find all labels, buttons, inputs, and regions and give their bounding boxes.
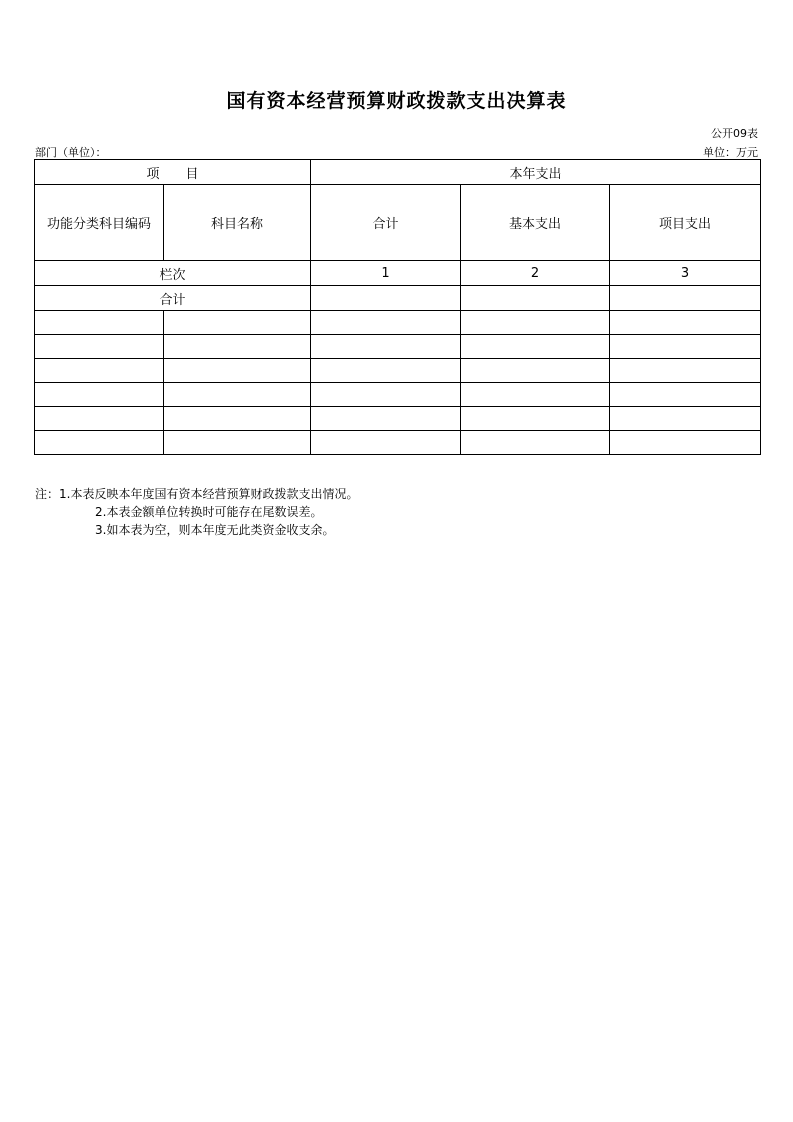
note-line-1 — [35, 485, 358, 503]
header-project-cell: 项目支出 — [610, 185, 761, 261]
index-2-cell: 2 — [461, 261, 610, 286]
row-code-cell — [35, 311, 164, 335]
row-basic-cell — [461, 311, 610, 335]
table-row — [35, 335, 761, 359]
table-row — [35, 359, 761, 383]
header-row-2 — [35, 185, 761, 261]
total-total-cell — [311, 286, 461, 311]
row-code-cell — [35, 407, 164, 431]
note-1: 1.本表反映本年度国有资本经营预算财政拨款支出情况。 — [59, 487, 359, 501]
header-code-cell: 功能分类科目编码 — [35, 185, 164, 261]
index-row — [35, 261, 761, 286]
row-basic-cell — [461, 383, 610, 407]
form-number: 公开09表 — [711, 127, 758, 140]
unit-label: 单位：万元 — [703, 146, 758, 159]
row-basic-cell — [461, 407, 610, 431]
row-project-cell — [610, 359, 761, 383]
row-name-cell — [164, 335, 311, 359]
total-row — [35, 286, 761, 311]
table-row — [35, 383, 761, 407]
table-row — [35, 407, 761, 431]
index-1-cell: 1 — [311, 261, 461, 286]
header-current-year-cell: 本年支出 — [311, 160, 761, 185]
row-name-cell — [164, 359, 311, 383]
row-code-cell — [35, 431, 164, 455]
header-item-cell: 项 目 — [35, 160, 311, 185]
row-name-cell — [164, 407, 311, 431]
note-3: 3.如本表为空，则本年度无此类资金收支余。 — [95, 523, 335, 537]
notes-block — [35, 485, 358, 539]
index-3-cell: 3 — [610, 261, 761, 286]
note-line-3 — [35, 521, 358, 539]
row-project-cell — [610, 311, 761, 335]
row-project-cell — [610, 407, 761, 431]
row-total-cell — [311, 335, 461, 359]
row-name-cell — [164, 431, 311, 455]
header-row-1 — [35, 160, 761, 185]
table-row — [35, 311, 761, 335]
row-total-cell — [311, 311, 461, 335]
row-code-cell — [35, 383, 164, 407]
row-total-cell — [311, 383, 461, 407]
note-line-2 — [35, 503, 358, 521]
row-code-cell — [35, 335, 164, 359]
row-name-cell — [164, 383, 311, 407]
expenditure-table — [34, 159, 761, 455]
row-basic-cell — [461, 431, 610, 455]
index-label-cell: 栏次 — [35, 261, 311, 286]
row-total-cell — [311, 359, 461, 383]
row-code-cell — [35, 359, 164, 383]
header-total-cell: 合计 — [311, 185, 461, 261]
total-label-cell: 合计 — [35, 286, 311, 311]
note-2: 2.本表金额单位转换时可能存在尾数误差。 — [95, 505, 323, 519]
department-label: 部门（单位）： — [35, 146, 107, 159]
row-total-cell — [311, 431, 461, 455]
header-name-cell: 科目名称 — [164, 185, 311, 261]
notes-prefix: 注： — [35, 487, 60, 501]
row-project-cell — [610, 431, 761, 455]
row-basic-cell — [461, 335, 610, 359]
table-row — [35, 431, 761, 455]
row-name-cell — [164, 311, 311, 335]
total-project-cell — [610, 286, 761, 311]
row-project-cell — [610, 335, 761, 359]
row-basic-cell — [461, 359, 610, 383]
row-total-cell — [311, 407, 461, 431]
header-basic-cell: 基本支出 — [461, 185, 610, 261]
page-title: 国有资本经营预算财政拨款支出决算表 — [226, 90, 567, 112]
row-project-cell — [610, 383, 761, 407]
total-basic-cell — [461, 286, 610, 311]
